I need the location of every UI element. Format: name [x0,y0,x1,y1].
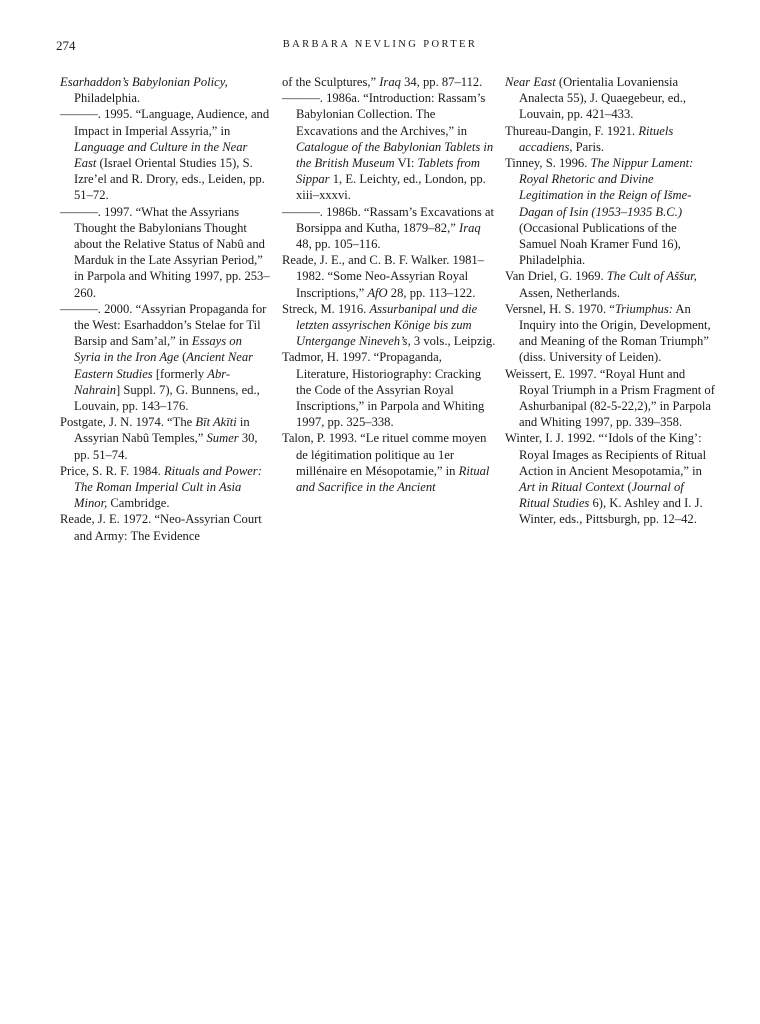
entry-text: VI: [394,156,418,171]
italic-title: Journal of Ritual Studies [519,480,684,511]
bibliography-entry [282,252,497,301]
entry-text: Assen, Netherlands. [519,285,621,300]
bibliography-entry [60,511,270,543]
bibliography-column-2 [282,74,497,495]
italic-title: Iraq [459,220,481,235]
entry-text: 30, pp. 51–74. [74,431,258,462]
italic-title: AfO [367,285,388,300]
bibliography-entry [505,430,715,527]
bibliography-entry [282,204,497,253]
italic-title: The Nippur Lament: Royal Rhetoric and Divine Legitimation in the Reign of Išme-Dagan of Isin (1953–1935 B.C.) [519,156,694,219]
bibliography-entry [505,301,715,366]
italic-title: Ancient Near Eastern Studies [74,350,254,381]
entry-text: 48, pp. 105–116. [296,237,381,252]
italic-title: Art in Ritual Context [519,480,625,495]
entry-text: Tinney, S. 1996. [505,156,591,171]
bibliography-column-1 [60,74,270,544]
bibliography-entry [505,155,715,268]
entry-text: (Occasional Publications of the Samuel Noah Kramer Fund 16), Philadelphia. [519,220,681,268]
italic-title: Tablets from Sippar [296,156,480,187]
italic-title: Ritual and Sacrifice in the Ancient [296,463,490,495]
entry-text: 34, pp. 87–112. [400,75,483,89]
entry-text: (Orientalia Lovaniensia Analecta 55), J. Quaegebeur, ed., Louvain, pp. 421–433. [519,75,686,122]
bibliography-entry [60,74,270,106]
italic-title: Rituels accadiens, [519,123,674,154]
entry-text: Talon, P. 1993. “Le rituel comme moyen de légitimation politique au 1er millénaire en Mésopotamie,” in [282,431,487,478]
italic-title: Bīt Akīti [195,415,237,430]
entry-text: Tadmor, H. 1997. “Propaganda, Literature, Historiography: Cracking the Code of the Assyrian Royal Inscriptions,” in Parpola and Whiting 1997, pp. 325–338. [282,350,485,430]
running-head: BARBARA NEVLING PORTER [282,39,478,50]
entry-text: Van Driel, G. 1969. [505,269,607,284]
bibliography-entry [60,301,270,414]
entry-text: in Assyrian Nabû Temples,” [74,415,250,446]
entry-text: Reade, J. E., and C. B. F. Walker. 1981–1982. “Some Neo-Assyrian Royal Inscriptions,” [282,253,485,300]
entry-text: ———. 1986a. “Introduction: Rassam’s Babylonian Collection. The Excavations and the Archives,” in [282,91,486,138]
bibliography-entry [505,366,715,431]
entry-text: 3 vols., Leipzig. [410,334,496,349]
bibliography-entry [60,463,270,512]
entry-text: (Israel Oriental Studies 15), S. Izre’el and R. Drory, eds., Leiden, pp. 51–72. [74,156,265,203]
entry-text: ( [178,350,187,365]
entry-text: Versnel, H. S. 1970. “ [505,301,615,316]
bibliography-column-3 [505,74,715,528]
italic-title: Esarhaddon’s Babylonian Policy, [60,75,228,89]
entry-text: 28, pp. 113–122. [387,285,476,300]
page-header [56,38,704,56]
bibliography-entry [505,268,715,300]
entry-text: Streck, M. 1916. [282,301,370,316]
entry-text: Philadelphia. [74,91,141,106]
entry-text: Postgate, J. N. 1974. “The [60,415,196,430]
italic-title: Abr-Nahrain [74,366,231,397]
entry-text: 6), K. Ashley and I. J. Winter, eds., Pittsburgh, pp. 12–42. [519,496,703,527]
italic-title: Language and Culture in the Near East [74,139,248,171]
entry-text: Cambridge. [107,496,170,511]
entry-text: [formerly [152,366,208,381]
bibliography-entry [60,414,270,463]
entry-text: of the Sculptures,” [282,75,380,89]
italic-title: Iraq [379,75,401,89]
entry-text: ( [624,480,632,495]
italic-title: Essays on Syria in the Iron Age [74,334,242,365]
entry-text: Reade, J. E. 1972. “Neo-Assyrian Court and Army: The Evidence [60,512,262,543]
bibliography-entry [282,430,497,495]
bibliography-entry [282,74,497,90]
entry-text: ———. 1986b. “Rassam’s Excavations at Borsippa and Kutha, 1879–82,” [282,204,494,235]
entry-text: ———. 1997. “What the Assyrians Thought the Babylonians Thought about the Relative Status of Nabû and Marduk in the Late Assyrian Period,” in Parpola and Whiting 1997, pp. 253–260. [60,204,270,300]
entry-text: ———. 2000. “Assyrian Propaganda for the West: Esarhaddon’s Stelae for Til Barsip and Sam’al,” in [60,301,267,349]
entry-text: Paris. [572,139,604,154]
bibliography-entry [282,349,497,430]
bibliography-entry [505,74,715,123]
entry-text: ] Suppl. 7), G. Bunnens, ed., Louvain, pp. 143–176. [74,382,260,414]
bibliography-entry [60,106,270,203]
italic-title: The Cult of Aššur, [606,269,697,284]
entry-text: ———. 1995. “Language, Audience, and Impact in Imperial Assyria,” in [60,107,270,138]
italic-title: Sumer [206,431,239,446]
entry-text: 1, E. Leichty, ed., London, pp. xiii–xxxvi. [296,172,486,203]
entry-text: Winter, I. J. 1992. “‘Idols of the King’: Royal Images as Recipients of Ritual Action in Ancient Mesopotamia,” in [505,431,707,478]
bibliography-entry [505,123,715,155]
italic-title: Triumphus: [614,301,673,316]
italic-title: Assurbanipal und die letzten assyrischen Könige bis zum Untergange Nineveh’s, [296,301,478,349]
entry-text: Weissert, E. 1997. “Royal Hunt and Royal Triumph in a Prism Fragment of Ashurbanipal (82-5-22,2),” in Parpola and Whiting 1997, pp. 339–358. [505,366,715,430]
entry-text: Price, S. R. F. 1984. [60,463,164,478]
entry-text: Thureau-Dangin, F. 1921. [505,123,639,138]
entry-text: An Inquiry into the Origin, Development, and Meaning of the Roman Triumph” (diss. University of Leiden). [519,301,711,365]
italic-title: Rituals and Power: The Roman Imperial Cult in Asia Minor, [74,463,262,511]
bibliography-entry [282,90,497,203]
page-number: 274 [56,38,76,53]
bibliography-entry [60,204,270,301]
italic-title: Catalogue of the Babylonian Tablets in the British Museum [296,139,494,171]
italic-title: Near East [505,75,556,89]
bibliography-entry [282,301,497,350]
